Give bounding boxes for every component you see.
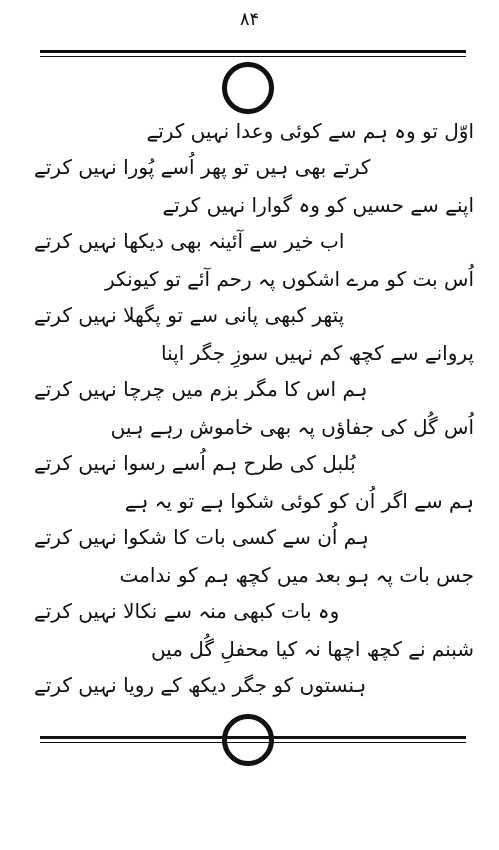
top-circle-ornament xyxy=(222,62,274,114)
poem-line: اُس بت کو مرے اشکوں پہ رحم آئے تو کیونکر xyxy=(105,267,474,291)
poem-line: جس بات پہ ہو بعد میں کچھ ہم کو ندامت xyxy=(119,563,474,587)
poem-line: پتھر کبھی پانی سے تو پگھلا نہیں کرتے xyxy=(34,303,345,327)
poem-line: کرتے بھی ہیں تو پھر اُسے پُورا نہیں کرتے xyxy=(34,155,371,179)
top-rule xyxy=(40,50,466,53)
poem-line: اپنے سے حسیں کو وہ گوارا نہیں کرتے xyxy=(162,193,474,217)
poem-line: پروانے سے کچھ کم نہیں سوزِ جگر اپنا xyxy=(161,341,474,365)
poem-line: ہم اُن سے کسی بات کا شکوا نہیں کرتے xyxy=(34,525,369,549)
poem-line: وہ بات کبھی منہ سے نکالا نہیں کرتے xyxy=(34,599,340,623)
bottom-circle-ornament xyxy=(222,714,274,766)
bottom-rule xyxy=(40,736,466,739)
poem xyxy=(34,114,474,704)
page-number: ۸۴ xyxy=(239,9,260,30)
poem-line: بُلبل کی طرح ہم اُسے رسوا نہیں کرتے xyxy=(34,451,356,475)
poem-line: اوّل تو وہ ہم سے کوئی وعدا نہیں کرتے xyxy=(146,119,474,143)
poem-line: اب خیر سے آئینہ بھی دیکھا نہیں کرتے xyxy=(34,229,345,253)
poem-line: ہم اس کا مگر بزم میں چرچا نہیں کرتے xyxy=(34,377,368,401)
bottom-rule-thin xyxy=(40,742,466,743)
poem-line: ہنستوں کو جگر دیکھ کے رویا نہیں کرتے xyxy=(34,673,367,697)
poem-line: اُس گُل کی جفاؤں پہ بھی خاموش رہے ہیں xyxy=(110,415,474,439)
poem-line: شبنم نے کچھ اچھا نہ کیا محفلِ گُل میں xyxy=(150,637,474,661)
top-rule-thin xyxy=(40,56,466,57)
poem-line: ہم سے اگر اُن کو کوئی شکوا ہے تو یہ ہے xyxy=(124,489,474,513)
